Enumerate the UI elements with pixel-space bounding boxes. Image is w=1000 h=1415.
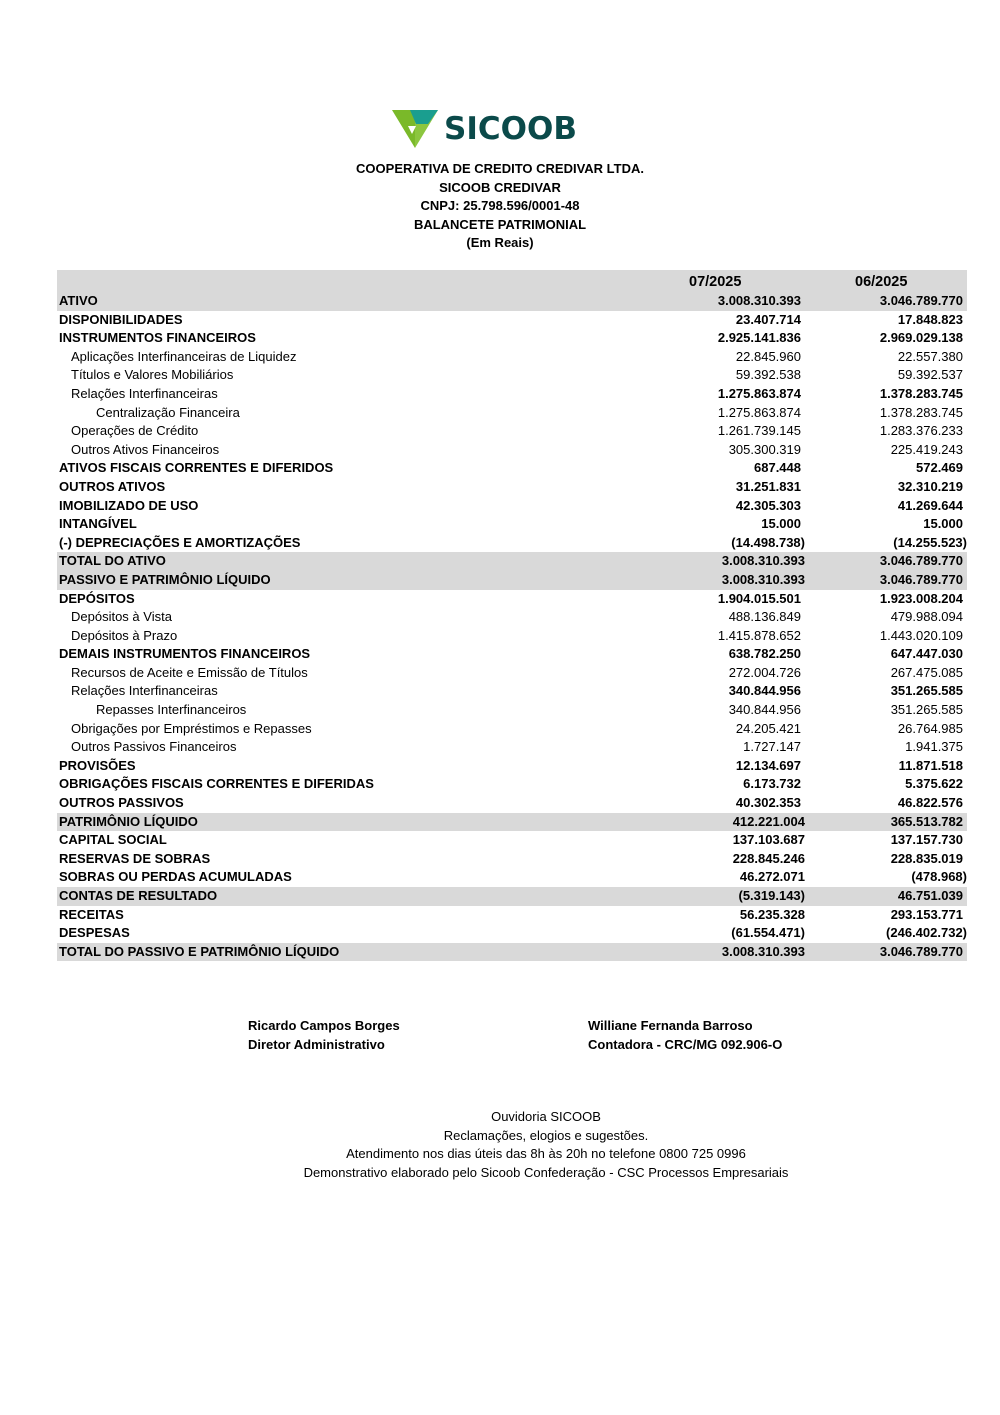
value-jul: 24.205.421 [735, 720, 801, 736]
row-label: Repasses Interfinanceiros [96, 702, 247, 718]
table-header [57, 270, 967, 292]
table-row [57, 664, 967, 683]
balance-sheet-table [57, 270, 967, 961]
row-label: INSTRUMENTOS FINANCEIROS [59, 330, 256, 346]
row-label: Depósitos à Vista [71, 609, 172, 625]
row-label: CAPITAL SOCIAL [59, 832, 167, 848]
value-jun: (14.255.523) [893, 534, 967, 550]
value-jul: 56.235.328 [739, 906, 805, 922]
ombudsman-footer [0, 1108, 1000, 1182]
row-label: DEMAIS INSTRUMENTOS FINANCEIROS [59, 646, 311, 662]
value-jun: 1.941.375 [905, 739, 963, 755]
value-jul: 3.008.310.393 [721, 571, 805, 587]
value-jun: 46.751.039 [897, 888, 963, 903]
value-jul: 40.302.353 [735, 795, 801, 811]
table-row [57, 515, 967, 534]
value-jul: 1.261.739.145 [717, 423, 801, 439]
value-jun: 59.392.537 [897, 367, 963, 383]
row-label: PROVISÕES [59, 757, 136, 773]
value-jul: 305.300.319 [728, 441, 801, 457]
row-label: ATIVOS FISCAIS CORRENTES E DIFERIDOS [59, 460, 334, 476]
row-label: Aplicações Interfinanceiras de Liquidez [71, 348, 297, 364]
value-jul: 6.173.732 [743, 776, 801, 792]
value-jun: 1.283.376.233 [879, 423, 963, 439]
value-jul: 3.008.310.393 [717, 293, 801, 308]
table-row [57, 906, 967, 925]
sicoob-logo [392, 108, 582, 150]
value-jun: 3.046.789.770 [879, 553, 963, 569]
signature-accountant [588, 1016, 782, 1054]
table-row [57, 645, 967, 664]
row-label: Centralização Financeira [96, 404, 240, 420]
value-jun: 137.157.730 [890, 832, 963, 848]
table-row [57, 887, 967, 906]
value-jul: 2.925.141.836 [717, 330, 801, 346]
brand-name: SICOOB CREDIVAR [439, 179, 561, 195]
value-jul: 1.415.878.652 [717, 627, 801, 643]
value-jun: 41.269.644 [897, 497, 963, 513]
value-jul: 228.845.246 [732, 850, 805, 866]
table-row [57, 441, 967, 460]
value-jun: 22.557.380 [897, 348, 963, 364]
signer-role: Contadora - CRC/MG 092.906-O [588, 1037, 783, 1052]
table-row [57, 850, 967, 869]
row-label: DEPÓSITOS [59, 590, 135, 606]
cnpj: CNPJ: 25.798.596/0001-48 [420, 198, 580, 214]
value-jul: 23.407.714 [735, 311, 801, 327]
value-jun: 26.764.985 [897, 720, 963, 736]
table-row [57, 552, 967, 571]
table-row [57, 738, 967, 757]
value-jul: 340.844.956 [728, 683, 801, 699]
value-jul: 1.275.863.874 [717, 385, 801, 401]
signer-name: Ricardo Campos Borges [248, 1018, 400, 1033]
company-name: COOPERATIVA DE CREDITO CREDIVAR LTDA. [356, 161, 644, 176]
table-row [57, 385, 967, 404]
row-label: ATIVO [59, 293, 98, 308]
value-jun: 351.265.585 [890, 683, 963, 699]
value-jul: 272.004.726 [728, 664, 801, 680]
column-header-jul-2025: 07/2025 [689, 274, 742, 290]
value-jun: 17.848.823 [897, 311, 963, 327]
value-jul: 412.221.004 [732, 813, 805, 829]
value-jul: 1.275.863.874 [717, 404, 801, 420]
row-label: SOBRAS OU PERDAS ACUMULADAS [59, 869, 292, 885]
row-label: IMOBILIZADO DE USO [59, 497, 199, 513]
table-row [57, 404, 967, 423]
value-jun: 3.046.789.770 [879, 293, 963, 308]
table-row [57, 943, 967, 962]
table-row [57, 627, 967, 646]
value-jul: 1.904.015.501 [717, 590, 801, 606]
table-row [57, 329, 967, 348]
row-label: OUTROS PASSIVOS [59, 795, 184, 811]
table-row [57, 682, 967, 701]
signer-role: Diretor Administrativo [248, 1037, 385, 1052]
value-jun: 365.513.782 [890, 813, 963, 829]
value-jul: 638.782.250 [728, 646, 801, 662]
footer-line-4: Demonstrativo elaborado pelo Sicoob Confederação - CSC Processos Empresariais [303, 1164, 789, 1180]
value-jun: 1.378.283.745 [879, 385, 963, 401]
row-label: TOTAL DO ATIVO [59, 553, 166, 569]
table-row [57, 590, 967, 609]
footer-line-1: Ouvidoria SICOOB [491, 1109, 601, 1124]
value-jul: 31.251.831 [735, 478, 801, 494]
value-jul: 3.008.310.393 [721, 943, 805, 959]
table-row [57, 311, 967, 330]
row-label: Títulos e Valores Mobiliários [71, 367, 234, 383]
table-row [57, 497, 967, 516]
row-label: Operações de Crédito [71, 423, 199, 439]
table-row [57, 775, 967, 794]
value-jun: 15.000 [923, 516, 963, 532]
logo-text: SICOOB [444, 110, 577, 147]
row-label: Obrigações por Empréstimos e Repasses [71, 720, 312, 736]
table-row [57, 422, 967, 441]
document-header [0, 160, 1000, 253]
row-label: (-) DEPRECIAÇÕES E AMORTIZAÇÕES [59, 534, 301, 550]
value-jun: 11.871.518 [898, 757, 963, 773]
value-jul: 3.008.310.393 [721, 553, 805, 569]
value-jun: 479.988.094 [890, 609, 963, 625]
signature-director [248, 1016, 400, 1054]
table-row [57, 813, 967, 832]
value-jun: 1.923.008.204 [879, 590, 963, 606]
value-jul: 340.844.956 [728, 702, 801, 718]
value-jun: 46.822.576 [897, 795, 963, 811]
row-label: Recursos de Aceite e Emissão de Títulos [71, 664, 308, 680]
value-jun: (478.968) [911, 869, 967, 885]
table-row [57, 571, 967, 590]
table-row [57, 701, 967, 720]
table-row [57, 924, 967, 943]
row-label: PASSIVO E PATRIMÔNIO LÍQUIDO [59, 571, 271, 587]
table-row [57, 720, 967, 739]
value-jun: 3.046.789.770 [879, 943, 963, 959]
value-jul: 15.000 [761, 516, 801, 532]
value-jul: (5.319.143) [738, 888, 805, 903]
table-row [57, 757, 967, 776]
value-jul: 12.134.697 [735, 757, 801, 773]
value-jul: (14.498.738) [731, 534, 805, 550]
row-label: RESERVAS DE SOBRAS [59, 850, 211, 866]
row-label: OBRIGAÇÕES FISCAIS CORRENTES E DIFERIDAS [59, 776, 374, 792]
value-jul: 488.136.849 [728, 609, 801, 625]
row-label: Relações Interfinanceiras [71, 683, 218, 699]
table-row [57, 534, 967, 553]
value-jun: 2.969.029.138 [879, 330, 963, 346]
footer-line-3: Atendimento nos dias úteis das 8h às 20h no telefone 0800 725 0996 [346, 1146, 746, 1162]
value-jun: 32.310.219 [897, 478, 963, 494]
table-row [57, 348, 967, 367]
table-row [57, 794, 967, 813]
value-jun: 267.475.085 [890, 664, 963, 680]
value-jul: 42.305.303 [735, 497, 801, 513]
value-jun: 572.469 [916, 460, 963, 476]
row-label: DESPESAS [59, 925, 130, 941]
value-jul: 59.392.538 [735, 367, 801, 383]
row-label: TOTAL DO PASSIVO E PATRIMÔNIO LÍQUIDO [59, 943, 340, 959]
table-row [57, 459, 967, 478]
value-jun: 293.153.771 [890, 906, 963, 922]
table-row [57, 478, 967, 497]
table-row [57, 608, 967, 627]
table-row [57, 831, 967, 850]
row-label: OUTROS ATIVOS [59, 478, 166, 494]
value-jun: (246.402.732) [886, 925, 967, 941]
row-label: Relações Interfinanceiras [71, 385, 218, 401]
row-label: CONTAS DE RESULTADO [59, 888, 218, 903]
table-row [57, 292, 967, 311]
currency-unit: (Em Reais) [466, 235, 534, 251]
value-jul: 46.272.071 [739, 869, 805, 885]
row-label: PATRIMÔNIO LÍQUIDO [59, 813, 198, 829]
row-label: DISPONIBILIDADES [59, 311, 183, 327]
value-jun: 228.835.019 [890, 850, 963, 866]
row-label: Outros Passivos Financeiros [71, 739, 237, 755]
table-row [57, 868, 967, 887]
sicoob-logo-icon [392, 110, 438, 148]
value-jul: (61.554.471) [731, 925, 805, 941]
row-label: INTANGÍVEL [59, 516, 137, 532]
row-label: Depósitos à Prazo [71, 627, 178, 643]
value-jul: 1.727.147 [743, 739, 801, 755]
report-title: BALANCETE PATRIMONIAL [413, 216, 587, 232]
value-jun: 351.265.585 [890, 702, 963, 718]
column-header-jun-2025: 06/2025 [855, 274, 908, 290]
value-jun: 1.378.283.745 [879, 404, 963, 420]
signer-name: Williane Fernanda Barroso [588, 1018, 753, 1033]
value-jun: 3.046.789.770 [879, 571, 963, 587]
value-jun: 225.419.243 [890, 441, 963, 457]
value-jul: 687.448 [754, 460, 801, 476]
value-jun: 647.447.030 [890, 646, 963, 662]
value-jul: 137.103.687 [732, 832, 805, 848]
value-jun: 1.443.020.109 [879, 627, 963, 643]
row-label: RECEITAS [59, 906, 124, 922]
footer-line-2: Reclamações, elogios e sugestões. [443, 1127, 649, 1143]
value-jul: 22.845.960 [735, 348, 801, 364]
row-label: Outros Ativos Financeiros [71, 441, 220, 457]
value-jun: 5.375.622 [905, 776, 963, 792]
table-row [57, 366, 967, 385]
